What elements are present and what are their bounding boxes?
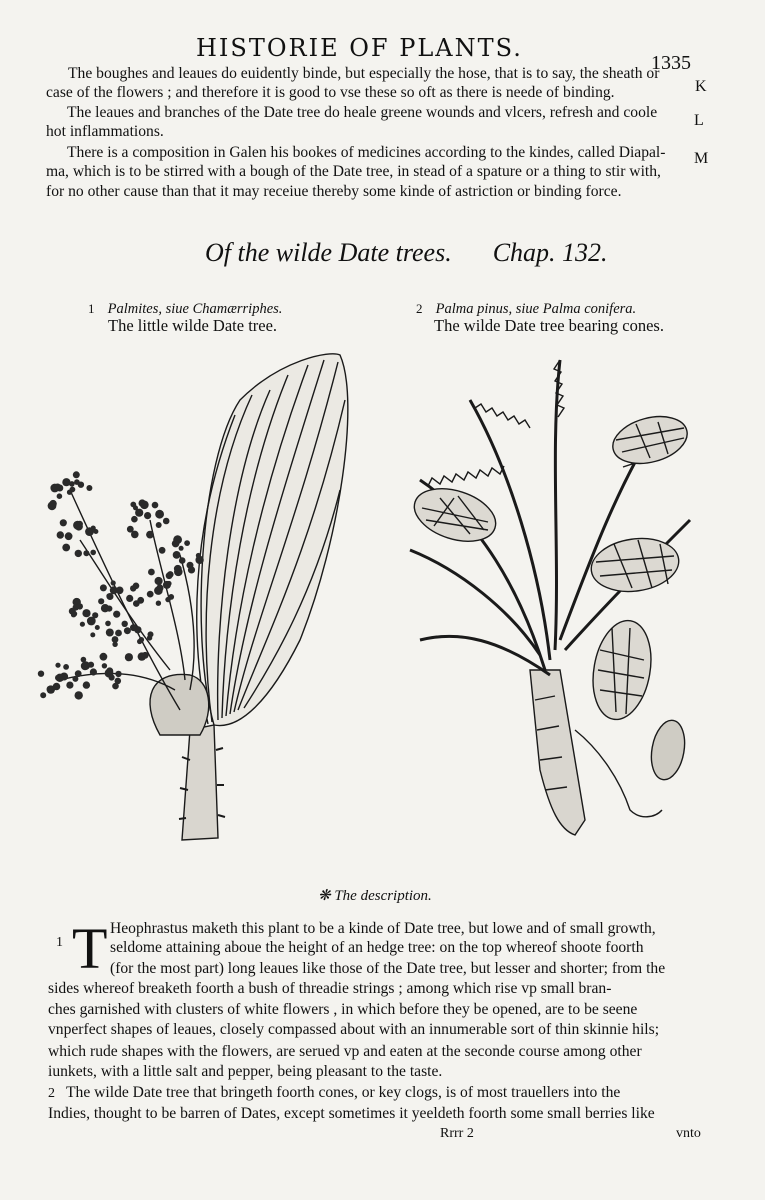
berry-mark [125, 653, 133, 661]
berry-mark [47, 685, 55, 693]
intro-line: case of the flowers ; and therefore it is good to vse these so oft as there is neede of binding. [46, 84, 615, 101]
paragraph-number: 1 [56, 935, 63, 950]
description-line: which rude shapes with the flowers, are serued vp and eaten at the seconde course among other [48, 1043, 642, 1060]
berry-mark [146, 531, 154, 539]
berry-mark [156, 522, 162, 528]
berry-mark [174, 565, 182, 573]
intro-line: hot inflammations. [46, 123, 164, 140]
berry-mark [139, 637, 144, 642]
berry-mark [147, 591, 154, 598]
berry-mark [66, 682, 73, 689]
intro-line: ma, which is to be stirred with a bough of the Date tree, in stead of a spature or a thing to stir with, [46, 163, 661, 180]
berry-mark [62, 478, 70, 486]
margin-letter: M [694, 150, 709, 167]
description-heading: ❋ The description. [318, 888, 432, 904]
berry-mark [133, 583, 140, 590]
berry-mark [62, 544, 70, 552]
intro-line: There is a composition in Galen his bookes of medicines according to the kindes, called Diapal- [67, 144, 666, 161]
berry-mark [55, 675, 61, 681]
berry-mark [78, 482, 84, 488]
berry-mark [131, 531, 139, 539]
margin-letter: K [695, 78, 707, 95]
berry-mark [65, 532, 73, 540]
berry-mark [69, 481, 75, 487]
running-head: HISTORIE OF PLANTS. [196, 34, 523, 62]
berry-mark [126, 595, 133, 602]
berry-mark [60, 519, 67, 526]
figure-latin-name: Palmites, siue Chamærriphes. [107, 301, 283, 317]
berry-mark [75, 550, 82, 557]
berry-mark [40, 692, 46, 698]
description-line: sides whereof breaketh foorth a bush of threadie strings ; among which rise vp small bran- [48, 980, 612, 997]
berry-mark [131, 516, 138, 523]
description-line: vnperfect shapes of leaues, closely compassed about with an innumerable sort of thin skinnie hils; [48, 1021, 660, 1038]
figure-caption-2 [416, 298, 636, 318]
berry-mark [75, 691, 83, 699]
intro-line: for no other cause than that it may receiue thereby some kinde of astriction or binding force. [46, 183, 622, 200]
berry-mark [82, 609, 90, 617]
berry-mark [57, 531, 64, 538]
berry-mark [106, 629, 114, 637]
chapter-title: Of the wilde Date trees. [205, 238, 452, 267]
woodcut-little-wilde-date-tree [40, 340, 370, 860]
berry-mark [113, 611, 120, 618]
berry-mark [156, 601, 161, 606]
berry-mark [100, 653, 108, 661]
description-line: Indies, thought to be barren of Dates, except sometimes it yeeldeth foorth some small berries like [48, 1105, 655, 1122]
berry-mark [100, 584, 107, 591]
berry-mark [90, 632, 95, 637]
paragraph-number: 2 [48, 1086, 55, 1101]
berry-mark [81, 661, 90, 670]
berry-mark [130, 502, 136, 508]
berry-mark [106, 667, 113, 674]
berry-mark [173, 551, 181, 559]
berry-mark [72, 611, 77, 616]
berry-mark [80, 622, 85, 627]
berry-mark [196, 553, 201, 558]
description-line: ches garnished with clusters of white flowers , in which before they be opened, are to be seene [48, 1001, 638, 1018]
berry-mark [167, 571, 174, 578]
berry-mark [159, 547, 166, 554]
berry-mark [91, 526, 96, 531]
berry-mark [144, 512, 151, 519]
woodcut-wilde-date-tree-bearing-cones [400, 340, 700, 840]
berry-mark [57, 493, 63, 499]
figure-number: 2 [416, 301, 423, 316]
berry-mark [73, 471, 80, 478]
berry-mark [111, 580, 116, 585]
berry-mark [155, 510, 164, 519]
berry-mark [102, 663, 107, 668]
berry-mark [95, 625, 100, 630]
berry-mark [155, 577, 163, 585]
intro-line: The boughes and leaues do euidently binde, but especially the hose, that is to say, the sheath or [68, 65, 660, 82]
berry-mark [137, 597, 144, 604]
berry-mark [73, 604, 79, 610]
berry-mark [106, 593, 111, 598]
berry-mark [115, 671, 121, 677]
berry-mark [76, 521, 82, 527]
intro-line: The leaues and branches of the Date tree do heale greene wounds and vlcers, refresh and coole [67, 104, 658, 121]
figure-latin-name: Palma pinus, siue Palma conifera. [435, 301, 637, 317]
berry-mark [152, 502, 159, 509]
drop-cap: T [72, 916, 108, 981]
berry-mark [101, 604, 109, 612]
chapter-number: Chap. 132. [492, 238, 608, 267]
catchword: vnto [676, 1126, 701, 1141]
berry-mark [139, 499, 146, 506]
berry-mark [124, 627, 131, 634]
berry-mark [87, 617, 96, 626]
berry-mark [90, 668, 97, 675]
berry-mark [116, 587, 124, 595]
berry-mark [115, 678, 122, 685]
berry-mark [166, 581, 171, 586]
berry-mark [179, 546, 184, 551]
signature-mark: Rrrr 2 [440, 1126, 474, 1141]
description-line: Heophrastus maketh this plant to be a kinde of Date tree, but lowe and of small growth, [110, 920, 656, 937]
berry-mark [163, 518, 170, 525]
berry-mark [115, 630, 122, 637]
berry-mark [187, 562, 194, 569]
berry-mark [55, 663, 60, 668]
figure-caption-1 [88, 298, 282, 318]
berry-mark [138, 652, 146, 660]
berry-mark [156, 584, 163, 591]
figure-english-name: The wilde Date tree bearing cones. [434, 316, 664, 335]
description-line: (for the most part) long leaues like those of the Date tree, but lesser and shorter; from the [110, 960, 666, 977]
description-line: seldome attaining aboue the height of an hedge tree: on the top whereof shoote foorth [110, 939, 644, 956]
berry-mark [112, 642, 117, 647]
berry-mark [134, 626, 141, 633]
berry-mark [148, 569, 155, 576]
berry-mark [98, 598, 104, 604]
berry-mark [38, 671, 44, 677]
description-line: iunkets, with a little salt and pepper, being pleasant to the taste. [48, 1063, 443, 1080]
description-line: The wilde Date tree that bringeth foorth cones, or key clogs, is of most trauellers into the [66, 1084, 621, 1101]
berry-mark [70, 487, 76, 493]
page-number: 1335 [651, 52, 691, 74]
berry-mark [109, 674, 115, 680]
figure-number: 1 [88, 301, 95, 316]
berry-mark [105, 621, 111, 627]
berry-mark [83, 550, 89, 556]
berry-mark [63, 664, 69, 670]
berry-mark [75, 670, 82, 677]
berry-mark [48, 501, 57, 510]
berry-mark [148, 631, 154, 637]
berry-mark [165, 597, 170, 602]
berry-mark [179, 557, 186, 564]
berry-mark [90, 550, 96, 556]
berry-mark [172, 540, 180, 548]
figure-english-name: The little wilde Date tree. [108, 316, 278, 335]
berry-mark [83, 681, 90, 688]
margin-letter: L [694, 112, 704, 129]
chapter-heading [205, 238, 608, 268]
bleed-through-text [420, 860, 423, 876]
berry-mark [122, 621, 128, 627]
berry-mark [54, 484, 61, 491]
berry-mark [184, 540, 190, 546]
berry-mark [86, 485, 92, 491]
berry-mark [197, 558, 203, 564]
